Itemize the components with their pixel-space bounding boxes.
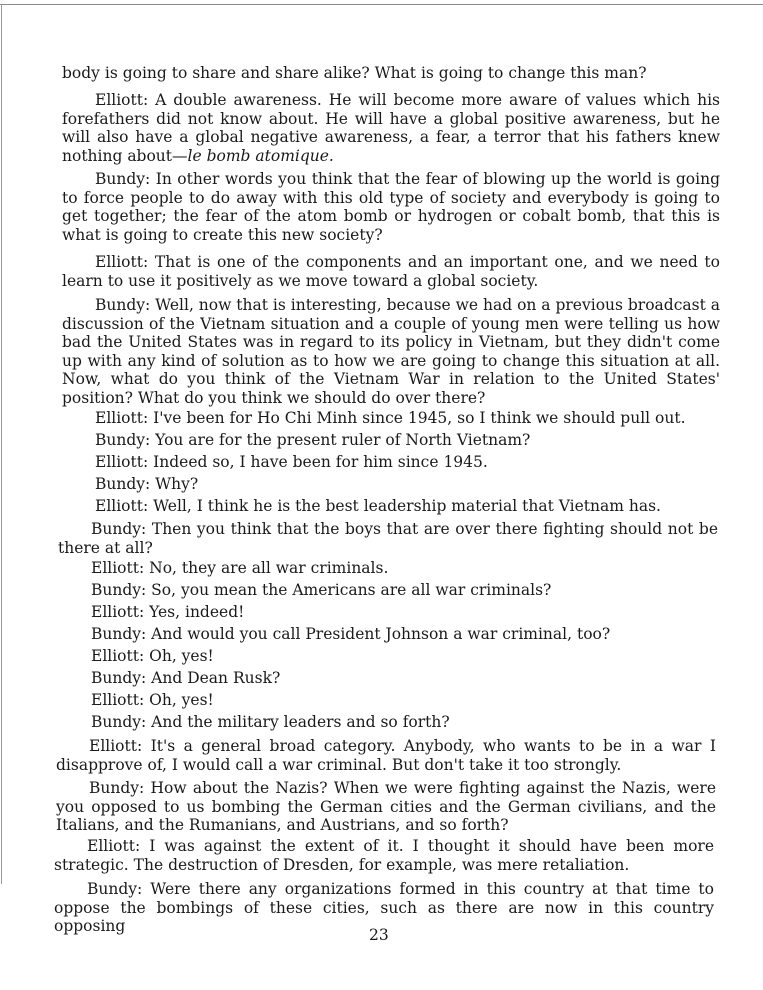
paragraph: Bundy: How about the Nazis? When we were fighting against the Nazis, were you opposed to us bombing the German cities and the German civilians, and the Italians, and the Rumanians, and Austrians, and so forth? xyxy=(56,779,716,834)
paragraph: Bundy: In other words you think that the fear of blowing up the world is going to force people to do away with this old type of society and everybody is going to get together; the fear of the atom bomb or hydrogen or cobalt bomb, that this is what is going to create this new society? xyxy=(62,170,720,244)
paragraph: Elliott: Oh, yes! xyxy=(91,691,214,709)
paragraph: Elliott: Yes, indeed! xyxy=(91,603,245,621)
paragraph: Elliott: Oh, yes! xyxy=(91,647,214,665)
page-number: 23 xyxy=(369,926,389,944)
paragraph: Elliott: It's a general broad category. Anybody, who wants to be in a war I disapprove of, I would call a war criminal. But don't take it too strongly. xyxy=(56,737,716,774)
paragraph: Elliott: I was against the extent of it. I thought it should have been more strategic. The destruction of Dresden, for example, was mere retaliation. xyxy=(54,837,714,874)
paragraph: Elliott: Well, I think he is the best leadership material that Vietnam has. xyxy=(95,497,661,515)
paragraph: Bundy: Were there any organizations formed in this country at that time to oppose the bombings of these cities, such as there are now in this country opposing xyxy=(54,880,714,935)
paragraph: Bundy: So, you mean the Americans are all war criminals? xyxy=(91,581,552,599)
paragraph: Bundy: And Dean Rusk? xyxy=(91,669,281,687)
italic-phrase: le bomb atomique. xyxy=(187,146,334,165)
paragraph: Elliott: That is one of the components and an important one, and we need to learn to use it positively as we move toward a global society. xyxy=(62,253,720,290)
paragraph: body is going to share and share alike? What is going to change this man? xyxy=(62,64,647,82)
paragraph: Bundy: Then you think that the boys that are over there fighting should not be there at all? xyxy=(58,520,718,557)
paragraph: Bundy: You are for the present ruler of North Vietnam? xyxy=(95,431,531,449)
paragraph: Elliott: No, they are all war criminals. xyxy=(91,559,389,577)
paragraph: Elliott: A double awareness. He will become more aware of values which his forefathers did not know about. He will have a global positive awareness, but he will also have a global negative awareness, a fear, a terror that his fathers knew nothing about—le bomb atomique. xyxy=(62,91,720,165)
paragraph: Elliott: Indeed so, I have been for him since 1945. xyxy=(95,453,488,471)
paragraph: Bundy: Why? xyxy=(95,475,199,493)
paragraph: Bundy: And would you call President Johnson a war criminal, too? xyxy=(91,625,611,643)
paragraph: Bundy: Well, now that is interesting, because we had on a previous broadcast a discussion of the Vietnam situation and a couple of young men were telling us how bad the United States was in regard to its policy in Vietnam, but they didn't come up with any kind of solution as to how we are going to change this situation at all. Now, what do you think of the Vietnam War in relation to the United States' position? What do you think we should do over there? xyxy=(62,296,720,407)
paragraph: Bundy: And the military leaders and so forth? xyxy=(91,713,450,731)
paragraph: Elliott: I've been for Ho Chi Minh since 1945, so I think we should pull out. xyxy=(95,409,686,427)
